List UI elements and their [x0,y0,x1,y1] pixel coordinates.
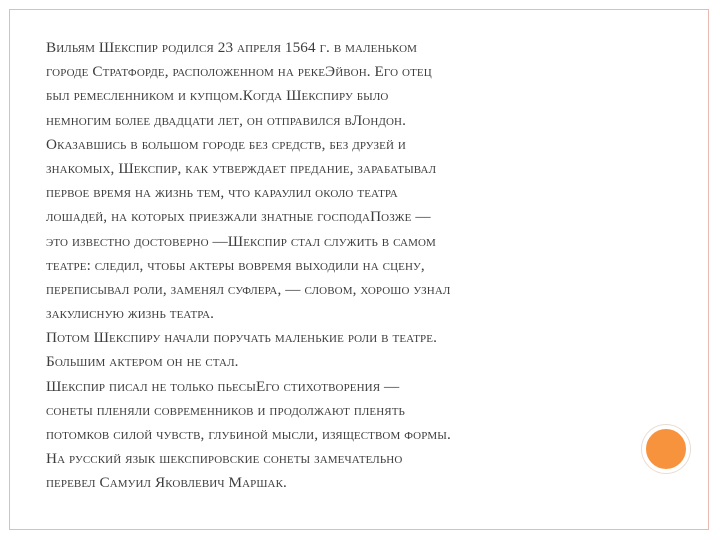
text-line: На русский язык шекспировские сонеты замечательно [46,450,403,468]
text-line: первое время на жизнь тем, что караулил около театра [46,184,398,202]
text-line: Большим актером он не стал. [46,353,239,371]
text-line: городе Стратфорде, расположенном на рекеЭйвон. Его отец [46,63,432,81]
text-line: Вильям Шекспир родился 23 апреля 1564 г. в маленьком [46,39,418,56]
text-line: немногим более двадцати лет, он отправился вЛондон. [46,111,406,129]
text-line: был ремесленником и купцом.Когда Шекспиру было [46,87,389,105]
text-line: переписывал роли, заменял суфлера, — словом, хорошо узнал [46,280,451,298]
accent-circle-decoration [642,425,690,473]
text-line: это известно достоверно —Шекспир стал служить в самом [46,232,436,250]
text-line: Шекспир писал не только пьесыЕго стихотворения — [46,377,400,395]
text-line: сонеты пленяли современников и продолжают пленять [46,401,405,419]
text-line: театре: следил, чтобы актеры вовремя выходили на сцену, [46,256,425,274]
text-line: знакомых, Шекспир, как утверждает предание, зарабатывал [46,159,437,177]
text-line: лошадей, на которых приезжали знатные господаПозже — [46,208,431,226]
text-line: перевел Самуил Яковлевич Маршак. [46,474,287,492]
text-line: Потом Шекспиру начали поручать маленькие роли в театре. [46,329,437,347]
text-line: Оказавшись в большом городе без средств, без друзей и [46,135,406,153]
body-text [46,36,636,496]
text-line: потомков силой чувств, глубиной мысли, изяществом формы. [46,426,451,443]
text-line: закулисную жизнь театра. [46,305,215,323]
